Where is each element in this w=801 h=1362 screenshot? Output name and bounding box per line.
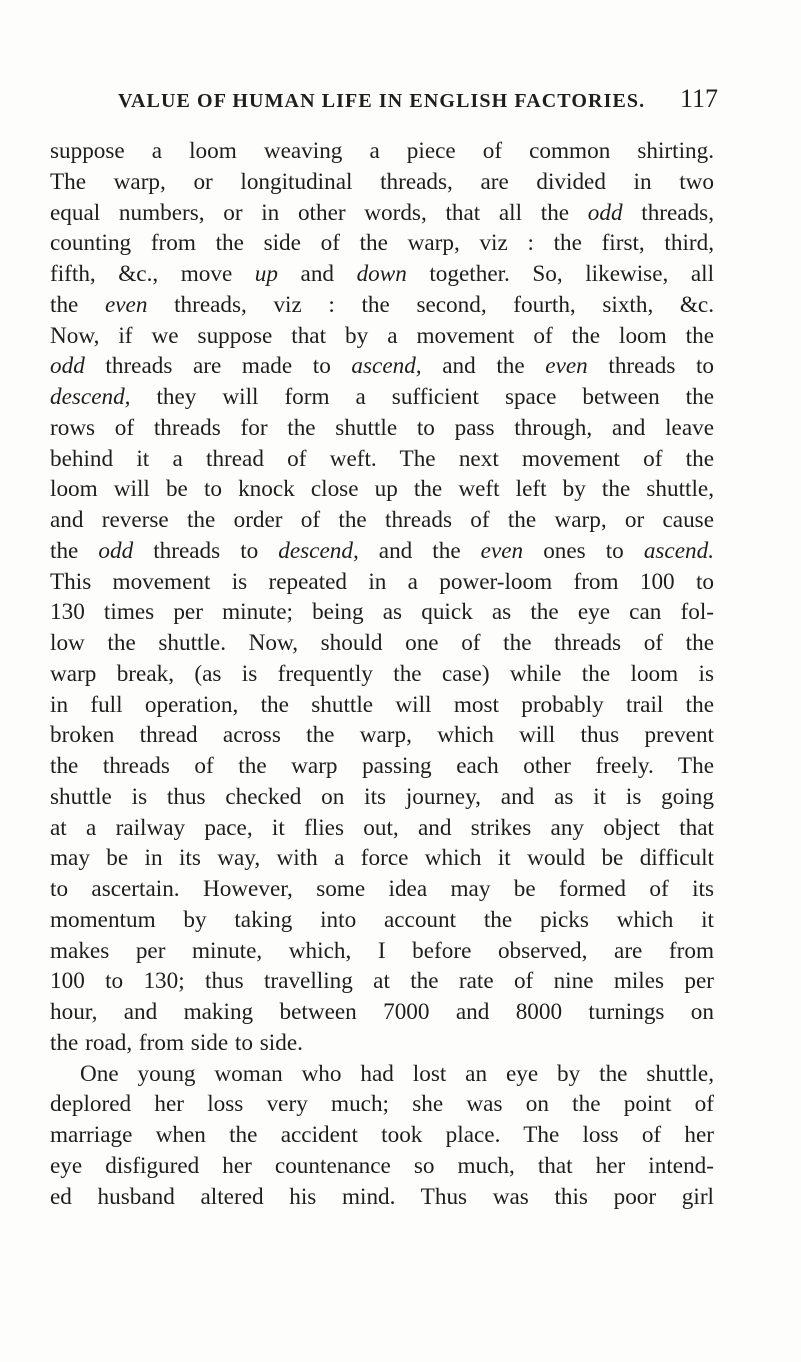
text-segment: 130 times per minute; being as quick as the eye can fol- xyxy=(50,599,714,626)
text-line xyxy=(50,1089,714,1120)
text-segment: to ascertain. However, some idea may be formed of its xyxy=(50,876,714,902)
text-segment: The warp, or longitudinal threads, are divided in two xyxy=(50,168,714,195)
text-line xyxy=(50,259,714,290)
text-segment: together. So, likewise, all xyxy=(406,261,715,287)
text-segment: broken thread across the warp, which will thus prevent xyxy=(50,722,714,749)
italic-text-segment: descend, xyxy=(50,384,131,410)
italic-text-segment: odd xyxy=(98,537,134,564)
text-segment: in full operation, the shuttle will most probably trail the xyxy=(50,691,714,718)
text-segment: threads to xyxy=(133,537,279,564)
text-line xyxy=(50,1059,714,1090)
text-line xyxy=(50,567,714,598)
text-line xyxy=(50,813,714,844)
text-segment: shuttle is thus checked on its journey, and as it is going xyxy=(50,783,714,810)
text-segment: and xyxy=(277,261,357,287)
italic-text-segment: down xyxy=(356,261,407,287)
text-segment: warp break, (as is frequently the case) while the loom is xyxy=(50,660,714,687)
text-segment: and reverse the order of the threads of the warp, or cause xyxy=(50,507,714,533)
page-number: 117 xyxy=(679,84,718,113)
text-segment: hour, and making between 7000 and 8000 turnings on xyxy=(50,999,714,1025)
text-segment: the xyxy=(50,537,99,564)
text-line xyxy=(50,874,714,905)
text-segment: suppose a loom weaving a piece of common shirting. xyxy=(50,138,714,164)
text-segment: ones to xyxy=(523,537,644,564)
text-line xyxy=(50,597,714,628)
text-segment: the road, from side to side. xyxy=(50,1029,303,1056)
text-line xyxy=(50,228,714,259)
text-segment: threads to xyxy=(587,353,715,380)
text-line xyxy=(50,536,714,567)
text-segment: threads, xyxy=(622,199,715,226)
text-segment: momentum by taking into account the picks which it xyxy=(50,906,714,933)
text-segment: at a railway pace, it flies out, and strikes any object that xyxy=(50,814,714,841)
text-line xyxy=(50,997,714,1028)
text-segment: Now, if we suppose that by a movement of the loom the xyxy=(50,322,714,349)
text-segment: they will form a sufficient space between the xyxy=(130,384,714,410)
text-segment: low the shuttle. Now, should one of the threads of the xyxy=(50,630,714,656)
text-segment: the xyxy=(50,291,105,318)
italic-text-segment: odd xyxy=(50,353,85,380)
text-segment: equal numbers, or in other words, that all the xyxy=(50,199,588,226)
text-line xyxy=(50,1151,714,1182)
text-line xyxy=(50,505,714,536)
text-segment: and the xyxy=(421,353,546,380)
italic-text-segment: ascend. xyxy=(643,537,714,564)
text-segment: the threads of the warp passing each other freely. The xyxy=(50,753,714,779)
italic-text-segment: even xyxy=(545,353,588,380)
text-line xyxy=(50,936,714,967)
italic-text-segment: up xyxy=(254,261,278,287)
text-segment: 100 to 130; thus travelling at the rate of nine miles per xyxy=(50,968,714,995)
text-segment: ed husband altered his mind. Thus was this poor girl xyxy=(50,1183,714,1210)
text-segment: One young woman who had lost an eye by the shuttle, xyxy=(80,1060,714,1087)
text-line xyxy=(50,1182,714,1213)
text-segment: marriage when the accident took place. The loss of her xyxy=(50,1122,714,1148)
text-line xyxy=(50,751,714,782)
text-segment: and the xyxy=(358,537,481,564)
italic-text-segment: descend, xyxy=(278,537,359,564)
text-segment: rows of threads for the shuttle to pass through, and leave xyxy=(50,414,714,441)
text-line xyxy=(50,628,714,659)
text-line xyxy=(50,136,714,167)
text-line xyxy=(50,413,714,444)
text-segment: behind it a thread of weft. The next movement of the xyxy=(50,445,714,472)
body-text xyxy=(50,136,714,1212)
text-line xyxy=(50,198,714,229)
text-line xyxy=(50,782,714,813)
text-segment: counting from the side of the warp, viz : the first, third, xyxy=(50,230,714,257)
text-segment: threads, viz : the second, fourth, sixth, &c. xyxy=(147,291,714,318)
running-head xyxy=(118,84,718,114)
italic-text-segment: ascend, xyxy=(351,353,422,380)
text-line xyxy=(50,382,714,413)
text-segment: eye disfigured her countenance so much, that her intend- xyxy=(50,1152,714,1179)
text-line xyxy=(50,167,714,198)
text-line xyxy=(50,290,714,321)
text-line xyxy=(50,444,714,475)
text-segment: This movement is repeated in a power-loom from 100 to xyxy=(50,568,714,595)
text-segment: makes per minute, which, I before observed, are from xyxy=(50,937,714,964)
text-line xyxy=(50,1028,714,1059)
italic-text-segment: even xyxy=(104,291,148,318)
text-segment: fifth, &c., move xyxy=(50,261,255,287)
text-segment: deplored her loss very much; she was on the point of xyxy=(50,1091,714,1118)
text-line xyxy=(50,351,714,382)
text-line xyxy=(50,966,714,997)
text-line xyxy=(50,690,714,721)
italic-text-segment: even xyxy=(480,537,524,564)
text-segment: threads are made to xyxy=(84,353,352,380)
text-line xyxy=(50,474,714,505)
text-line xyxy=(50,843,714,874)
text-line xyxy=(50,905,714,936)
italic-text-segment: odd xyxy=(587,199,623,226)
text-line xyxy=(50,321,714,352)
text-segment: loom will be to knock close up the weft left by the shuttle, xyxy=(50,476,714,503)
text-line xyxy=(50,659,714,690)
text-line xyxy=(50,720,714,751)
running-title: VALUE OF HUMAN LIFE IN ENGLISH FACTORIES. xyxy=(118,90,646,112)
text-line xyxy=(50,1120,714,1151)
text-segment: may be in its way, with a force which it would be difficult xyxy=(50,845,714,872)
